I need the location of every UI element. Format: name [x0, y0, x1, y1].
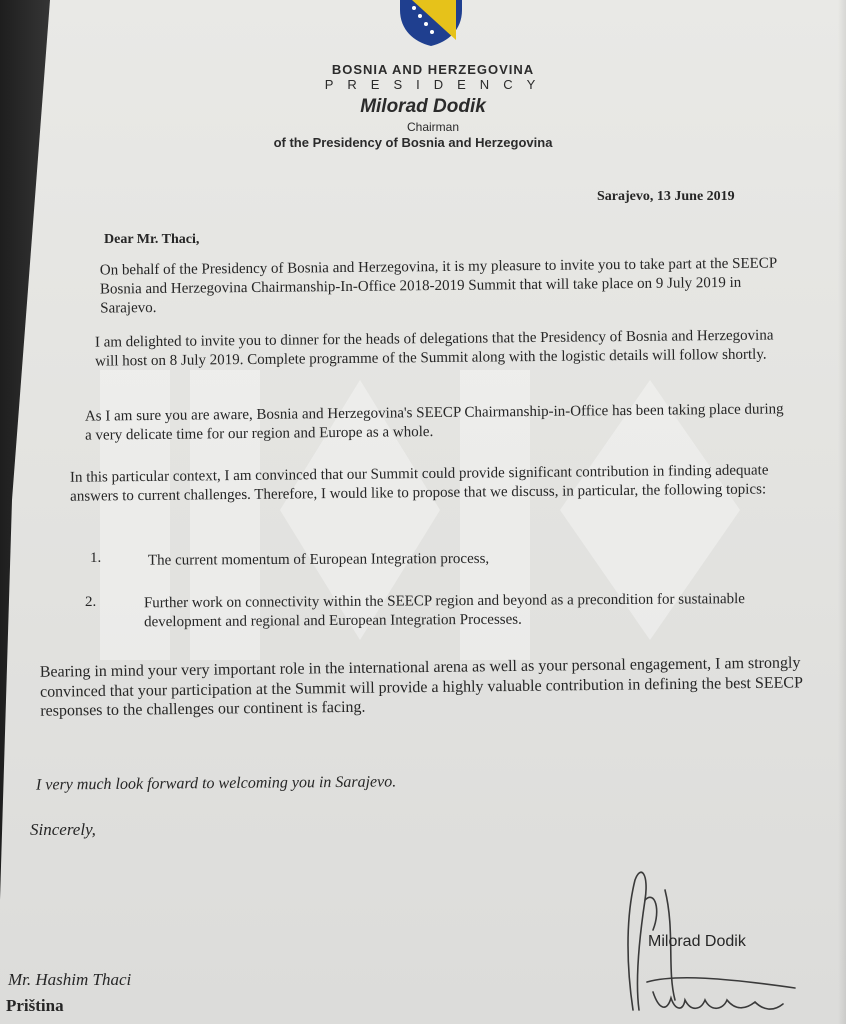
paragraph-context: As I am sure you are aware, Bosnia and Herzegovina's SEECP Chairmanship-in-Office has been taking place during a very delicate time for our region and Europe as a whole.	[84, 401, 784, 444]
salutation: Dear Mr. Thaci,	[104, 232, 200, 247]
letterhead-subtitle: of the Presidency of Bosnia and Herzegovina	[273, 135, 553, 150]
paragraph-invitation: On behalf of the Presidency of Bosnia and Herzegovina, it is my pleasure to invite you to take part at the SEECP Bosnia and Herzegovina Chairmanship-In-Office 2018-2019 Summit that will take place on 9 July 2019 in Sarajevo.	[99, 255, 777, 317]
letterhead-name: Milorad Dodik	[360, 96, 486, 117]
paragraph-welcome: I very much look forward to welcoming you in Sarajevo.	[35, 773, 397, 794]
paragraph-dinner: I am delighted to invite you to dinner for the heads of delegations that the Presidency of Bosnia and Herzegovina will host on 8 July 2019. Complete programme of the Summit along with the logistic details will follow shortly.	[94, 327, 774, 370]
paragraph-topics-intro: In this particular context, I am convinced that our Summit could provide significant contribution in finding adequate answers to current challenges. Therefore, I would like to propose that we discuss, in particular, the following topics:	[69, 462, 769, 505]
letterhead-country: BOSNIA AND HERZEGOVINA	[331, 62, 535, 77]
paragraph-role: Bearing in mind your very important role in the international arena as well as your personal engagement, I am strongly convinced that your participation at the Summit will provide a highly valuable contribution in defining the best SEECP responses to the challenges our continent is facing.	[39, 654, 803, 720]
paper-shadow	[838, 0, 846, 1024]
letter-date: Sarajevo, 13 June 2019	[597, 189, 735, 204]
topic-item: The current momentum of European Integration process,	[147, 550, 490, 569]
coat-of-arms-icon	[398, 0, 464, 46]
closing-sincerely: Sincerely,	[30, 820, 96, 839]
signer-name: Milorad Dodik	[648, 933, 746, 950]
letterhead-title: Chairman	[406, 120, 460, 134]
topic-item: Further work on connectivity within the SEECP region and beyond as a precondition for sustainable development and regional and European Integration Processes.	[143, 591, 745, 631]
topic-number: 2.	[85, 594, 97, 610]
recipient-name: Mr. Hashim Thaci	[8, 970, 132, 989]
topic-number: 1.	[90, 550, 102, 566]
recipient-city: Priština	[6, 996, 64, 1015]
letterhead-institution: PRESIDENCY	[324, 77, 550, 92]
